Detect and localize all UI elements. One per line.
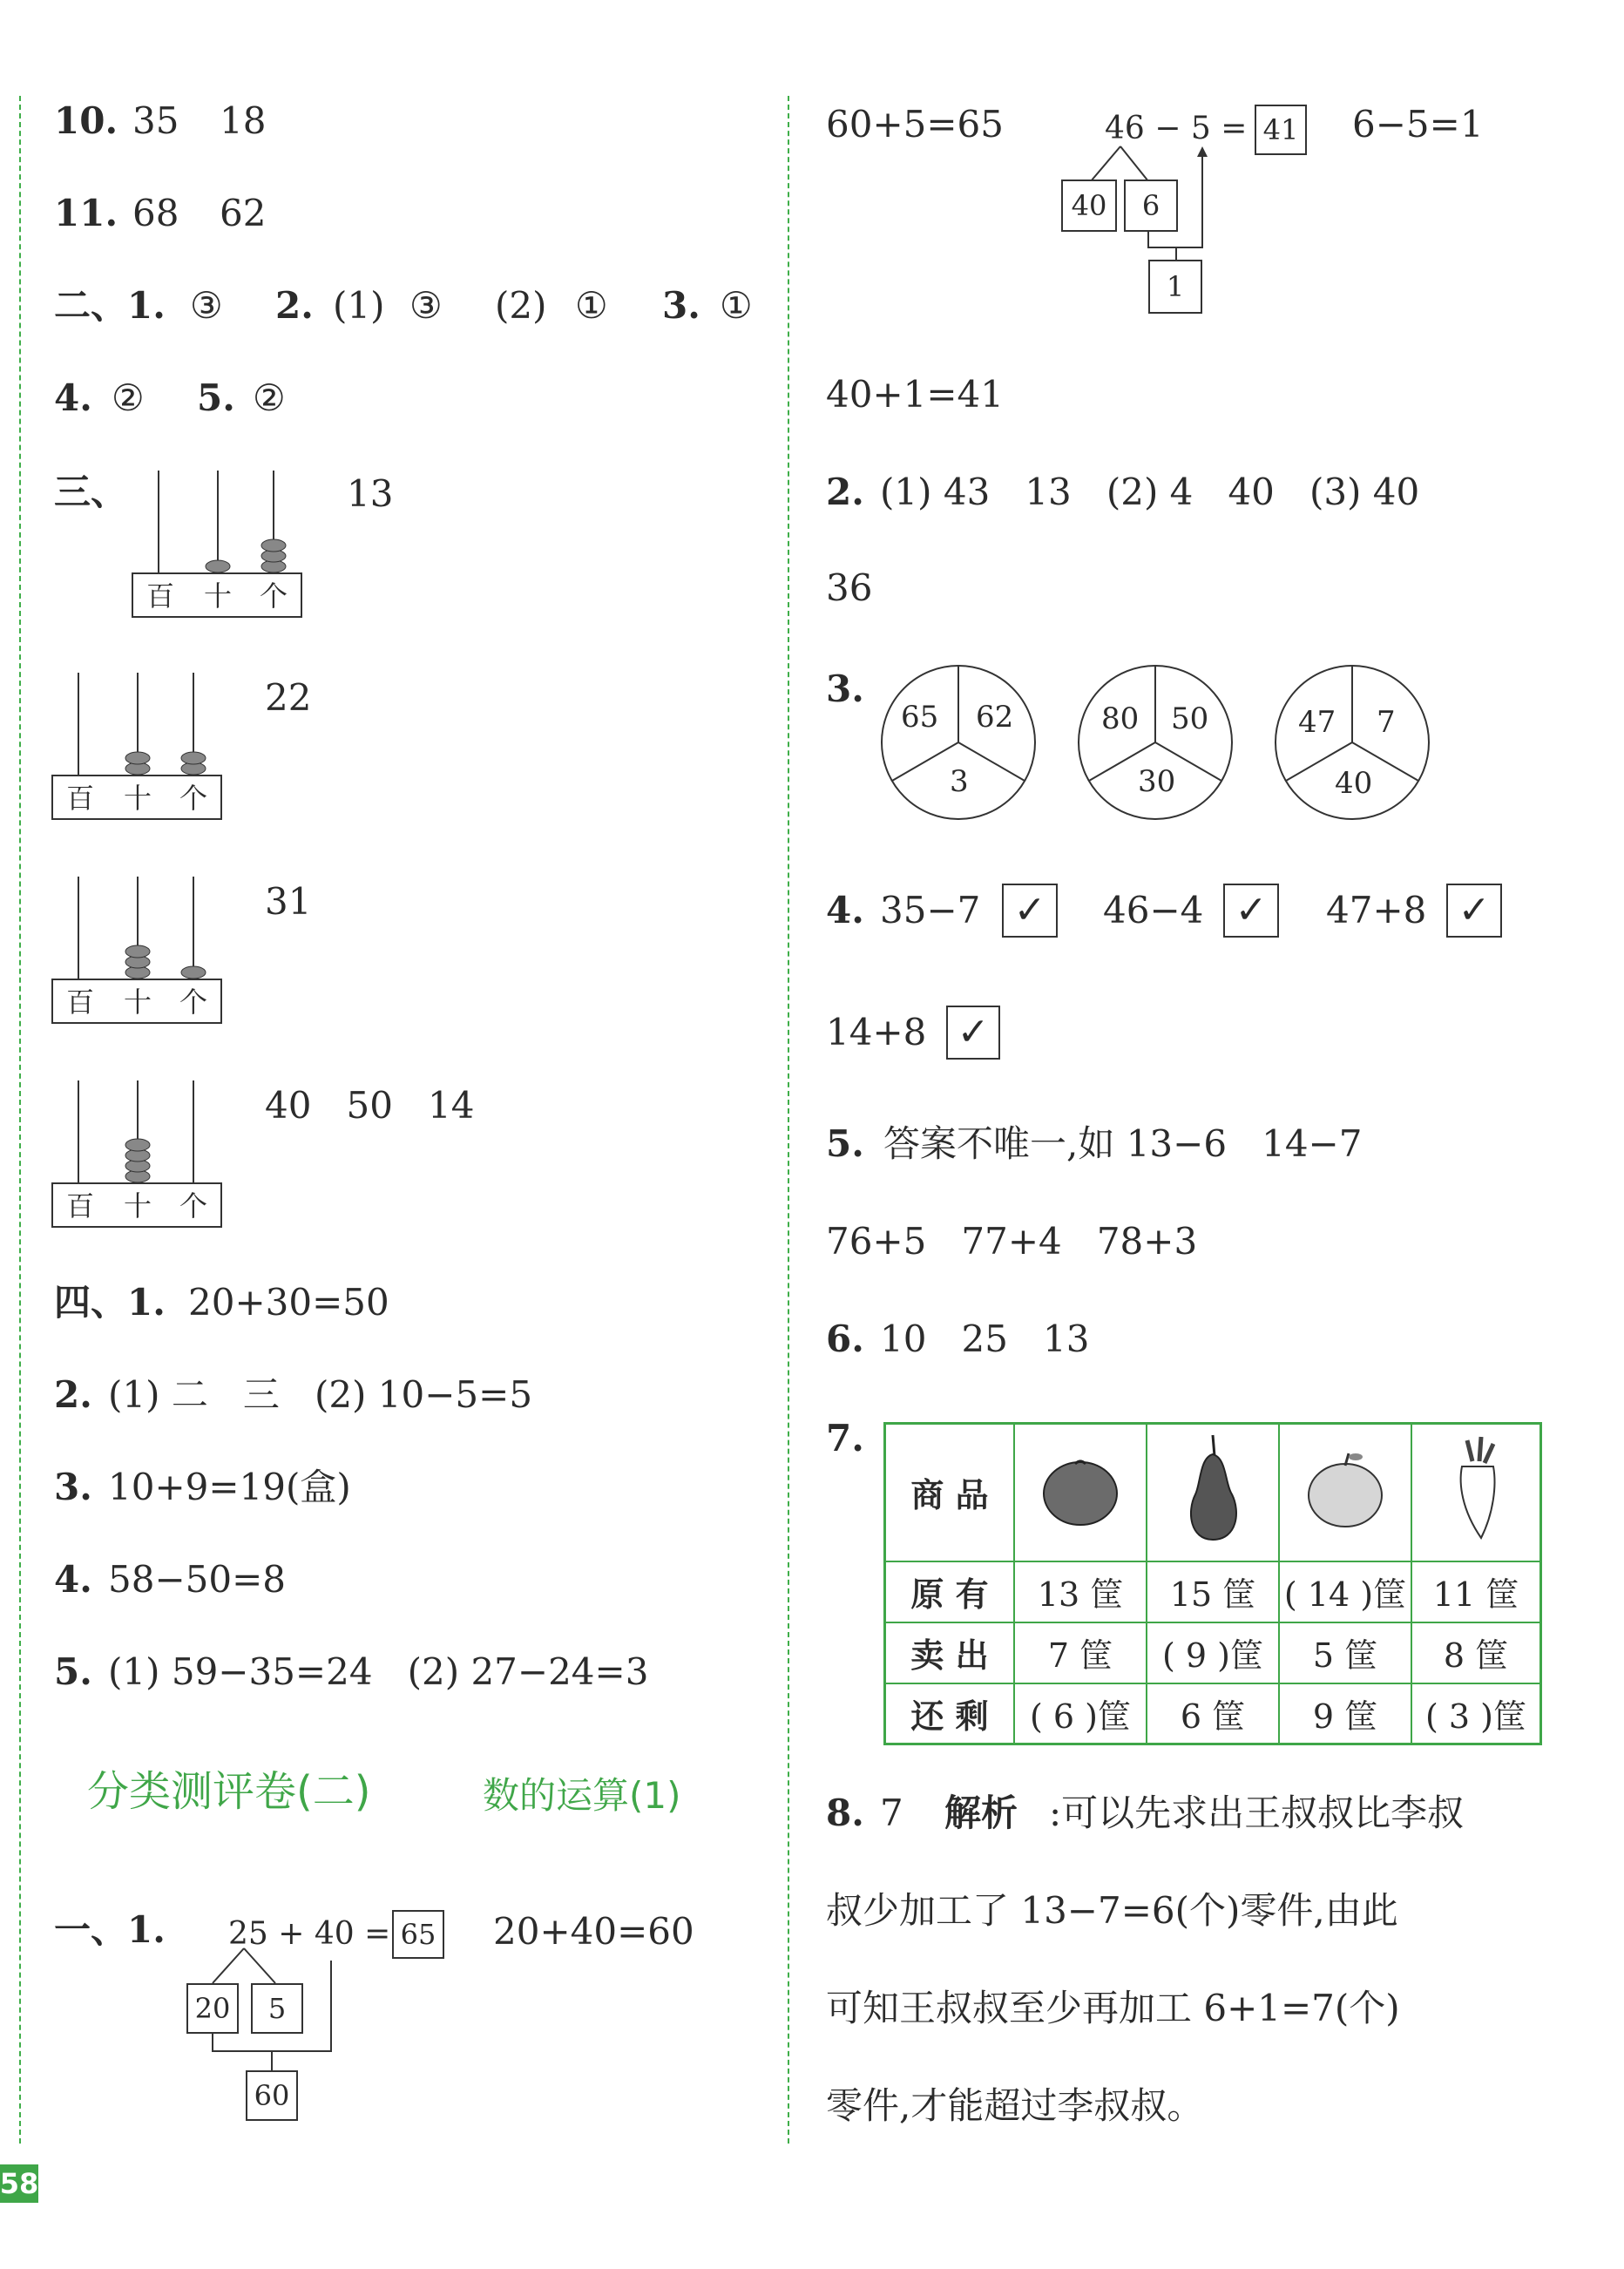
abacus-4-ones-label: 个 (179, 1189, 208, 1223)
goods-icon-cell-pear (1147, 1424, 1279, 1561)
sec2-q2-number: 2. (275, 284, 314, 327)
sec1-extra-equation: 20+40=60 (493, 1910, 694, 1953)
abacus-1 (131, 471, 305, 619)
sec4-q1-answer: 20+30=50 (188, 1281, 389, 1324)
q5-number: 5. (826, 1122, 864, 1165)
abacus-4-tens-label: 十 (124, 1189, 152, 1223)
goods-original-pear: 15 筐 (1147, 1561, 1279, 1622)
sec1-label: 一、1. (54, 1908, 166, 1951)
left-margin-line (19, 96, 21, 2144)
q3-circle-1 (880, 664, 1037, 821)
q8-explanation-line-2: 叔少加工了 13−7=6(个)零件,由此 (826, 1889, 1398, 1932)
sec2-q4-number: 4. (54, 376, 92, 419)
pear-icon (1169, 1432, 1256, 1545)
sec2-q4-answer: ② (112, 376, 145, 419)
top-equation-1: 60+5=65 (826, 103, 1004, 146)
top-equation-2: 6−5=1 (1352, 103, 1484, 146)
q4-check-2: ✓ (1223, 884, 1279, 938)
sec4-q3-number: 3. (54, 1466, 92, 1508)
abacus-1-answer: 13 (347, 472, 394, 515)
abacus-2-ones-label: 个 (179, 782, 208, 815)
q4-item-4: 14+8 (826, 1011, 927, 1053)
q3-number: 3. (826, 667, 864, 710)
abacus-3-hundreds-label: 百 (66, 985, 95, 1019)
q11-answer-a: 68 (132, 192, 179, 234)
goods-sold-apple: 5 筐 (1279, 1622, 1411, 1683)
top-expression: 46 − 5 = (1105, 111, 1248, 146)
sec2-q2-answer2: ① (575, 284, 608, 327)
goods-row-remaining-label: 还 剩 (885, 1683, 1015, 1744)
column-divider (788, 96, 789, 2144)
q6-answer: 10 25 13 (880, 1317, 1090, 1360)
q8-number: 8. (826, 1791, 864, 1834)
abacus-3 (51, 877, 225, 1025)
q5-answer: 答案不唯一,如 13−6 14−7 (883, 1122, 1363, 1165)
sec1-result-box: 65 (392, 1910, 444, 1959)
q3-circle-3-bottom: 40 (1335, 766, 1373, 801)
sec2-q2-answer1: ③ (409, 284, 443, 327)
q3-circle-2-top-right: 50 (1171, 701, 1209, 736)
goods-sold-pear: ( 9 )筐 (1147, 1622, 1279, 1683)
top-diff-box: 1 (1148, 260, 1202, 314)
section-title: 分类测评卷(二) (87, 1767, 371, 1816)
sec2-q1-answer: ③ (190, 284, 223, 327)
top-split-box-1: 40 (1061, 179, 1117, 232)
goods-row-sold-label: 卖 出 (885, 1622, 1015, 1683)
q3-circle-2-top-left: 80 (1101, 701, 1140, 736)
abacus-4-hundreds-label: 百 (66, 1189, 95, 1223)
abacus-2 (51, 673, 225, 821)
sec4-q5-answer: (1) 59−35=24 (2) 27−24=3 (108, 1650, 649, 1693)
sec2-q5-number: 5. (197, 376, 235, 419)
sec4-label: 四、1. (54, 1281, 166, 1324)
orange-icon (1037, 1445, 1124, 1532)
goods-remaining-radish: ( 3 )筐 (1411, 1683, 1541, 1744)
sec4-q2-number: 2. (54, 1373, 92, 1416)
q7-number: 7. (826, 1417, 864, 1460)
q3-circle-3-top-left: 47 (1298, 705, 1336, 740)
sec1-sum-box: 60 (246, 2070, 298, 2121)
q4-check-3: ✓ (1446, 884, 1502, 938)
goods-remaining-apple: 9 筐 (1279, 1683, 1411, 1744)
top-result-box: 41 (1255, 105, 1307, 155)
q3-circle-2 (1077, 664, 1234, 821)
q8-answer: 7 (880, 1791, 903, 1834)
goods-original-orange: 13 筐 (1014, 1561, 1147, 1622)
abacus-2-hundreds-label: 百 (66, 782, 95, 815)
radish-icon (1432, 1432, 1519, 1545)
abacus-3-tens-label: 十 (124, 985, 152, 1019)
q3-circle-1-bottom: 3 (950, 764, 969, 799)
q4-number: 4. (826, 889, 864, 931)
q2-answer: (1) 43 13 (2) 4 40 (3) 40 (880, 471, 1420, 513)
goods-header-label: 商 品 (885, 1424, 1015, 1561)
q10-answer-a: 35 (132, 99, 179, 142)
abacus-1-hundreds-label: 百 (146, 579, 175, 613)
goods-icon-cell-radish (1411, 1424, 1541, 1561)
q3-circle-2-bottom: 30 (1138, 764, 1176, 799)
q6-number: 6. (826, 1317, 864, 1360)
q8-explanation-line-4: 零件,才能超过李叔叔。 (826, 2084, 1204, 2127)
goods-remaining-pear: 6 筐 (1147, 1683, 1279, 1744)
sec1-expression: 25 + 40 = (228, 1916, 391, 1952)
abacus-1-tens-label: 十 (204, 579, 233, 613)
q4-check-4: ✓ (946, 1006, 1000, 1060)
goods-sold-radish: 8 筐 (1411, 1622, 1541, 1683)
q3-circle-1-top-right: 62 (976, 700, 1014, 735)
sec2-label: 二、1. (54, 284, 166, 327)
abacus-4-answer: 40 50 14 (265, 1084, 475, 1127)
top-split-lines (1054, 146, 1228, 321)
q2-number: 2. (826, 471, 864, 513)
q3-circle-3 (1274, 664, 1431, 821)
q4-check-1: ✓ (1002, 884, 1058, 938)
sec4-q4-number: 4. (54, 1558, 92, 1601)
q11-answer-b: 62 (220, 192, 267, 234)
goods-icon-cell-apple (1279, 1424, 1411, 1561)
goods-row-original-label: 原 有 (885, 1561, 1015, 1622)
sec2-q3-answer: ① (720, 284, 753, 327)
q2-answer-cont: 36 (826, 566, 873, 609)
sec1-split-box-1: 20 (186, 1983, 239, 2034)
goods-original-radish: 11 筐 (1411, 1561, 1541, 1622)
q5-answer-cont: 76+5 77+4 78+3 (826, 1220, 1198, 1263)
goods-remaining-orange: ( 6 )筐 (1014, 1683, 1147, 1744)
sec2-q2-part1: (1) (333, 284, 385, 327)
apple-icon (1302, 1445, 1389, 1532)
q8-explanation-label: 解析 (944, 1791, 1018, 1834)
sec4-q4-answer: 58−50=8 (108, 1558, 286, 1601)
sec1-split-box-2: 5 (251, 1983, 303, 2034)
abacus-4 (51, 1080, 225, 1229)
sec4-q3-answer: 10+9=19(盒) (108, 1466, 351, 1508)
abacus-2-answer: 22 (265, 676, 312, 719)
abacus-1-ones-label: 个 (260, 579, 288, 613)
goods-original-apple: ( 14 )筐 (1279, 1561, 1411, 1622)
q8-explanation-line-3: 可知王叔叔至少再加工 6+1=7(个) (826, 1987, 1400, 2029)
q10-answer-b: 18 (220, 99, 267, 142)
q4-item-3: 47+8 (1326, 889, 1427, 931)
goods-table (883, 1422, 1542, 1745)
goods-icon-cell-orange (1014, 1424, 1147, 1561)
goods-sold-orange: 7 筐 (1014, 1622, 1147, 1683)
abacus-2-tens-label: 十 (124, 782, 152, 815)
sec2-q5-answer: ② (253, 376, 286, 419)
sec2-q3-number: 3. (662, 284, 700, 327)
abacus-3-ones-label: 个 (179, 985, 208, 1019)
q4-item-2: 46−4 (1103, 889, 1204, 931)
q8-explanation-line-1: :可以先求出王叔叔比李叔 (1049, 1791, 1465, 1834)
top-split-box-2: 6 (1124, 179, 1178, 232)
q10-number: 10. (54, 99, 118, 142)
q3-circle-3-top-right: 7 (1377, 705, 1396, 740)
sec4-q5-number: 5. (54, 1650, 92, 1693)
top-equation-3: 40+1=41 (826, 373, 1004, 416)
q3-circle-1-top-left: 65 (901, 700, 939, 735)
abacus-3-answer: 31 (265, 880, 312, 923)
q11-number: 11. (54, 192, 118, 234)
sec3-label: 三、 (54, 471, 128, 513)
sec4-q2-answer: (1) 二 三 (2) 10−5=5 (108, 1373, 533, 1416)
section-subtitle: 数的运算(1) (483, 1774, 681, 1817)
q4-item-1: 35−7 (880, 889, 981, 931)
page-number: 58 (0, 2164, 38, 2203)
sec2-q2-part2: (2) (495, 284, 547, 327)
